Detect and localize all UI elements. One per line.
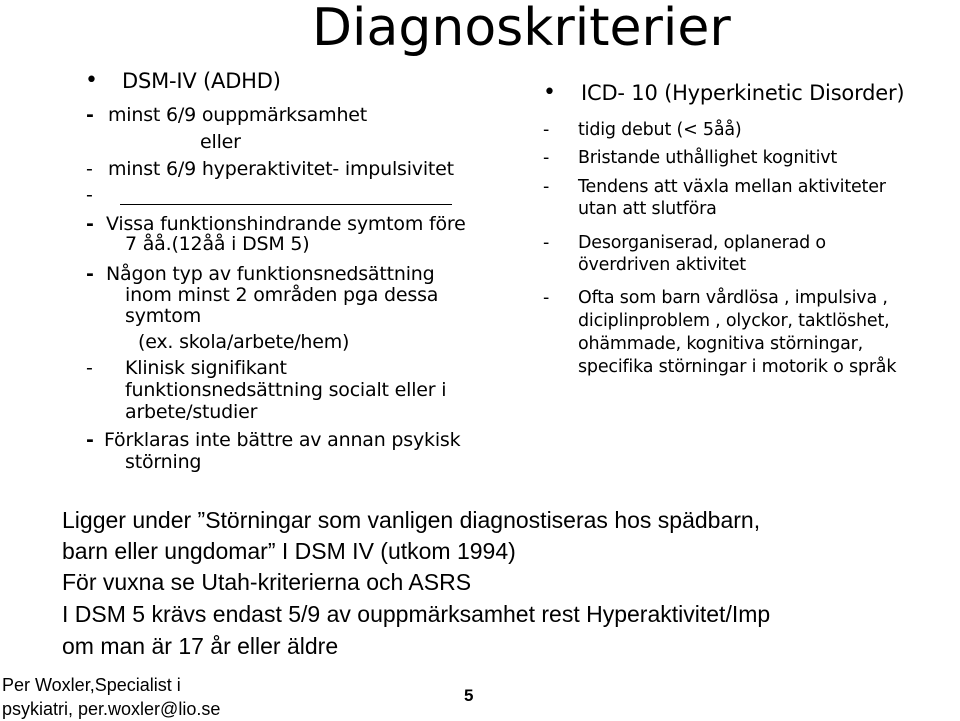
blank-underline: [120, 190, 452, 205]
right-item-5-line-4: specifika störningar i motorik o språk: [578, 357, 897, 377]
dash-marker: -: [543, 177, 550, 197]
left-item-5-line-2: inom minst 2 områden pga dessa: [125, 284, 439, 306]
right-item-4-line-2: överdriven aktivitet: [578, 255, 746, 275]
right-item-5-line-1: Ofta som barn vårdlösa , impulsiva ,: [578, 288, 888, 308]
bottom-line-4: I DSM 5 krävs endast 5/9 av ouppmärksamhet rest Hyperaktivitet/Imp: [62, 601, 771, 627]
dash-marker: -: [543, 233, 550, 253]
right-item-4-line-1: Desorganiserad, oplanerad o: [578, 233, 826, 253]
dash-marker: -: [86, 213, 94, 235]
dash-marker: -: [86, 104, 94, 126]
footer-author-line-1: Per Woxler,Specialist i: [2, 675, 181, 695]
dash-marker: -: [86, 184, 93, 206]
left-item-5-line-4: (ex. skola/arbete/hem): [138, 331, 350, 353]
left-item-6-line-3: arbete/studier: [125, 401, 258, 423]
left-item-7-line-1: Förklaras inte bättre av annan psykisk: [104, 429, 461, 451]
bottom-line-5: om man är 17 år eller äldre: [62, 633, 339, 659]
right-item-1: tidig debut (< 5åå): [578, 120, 742, 140]
left-item-5-line-3: symtom: [125, 305, 202, 327]
bottom-line-3: För vuxna se Utah-kriterierna och ASRS: [62, 569, 472, 595]
slide-title: Diagnoskriterier: [312, 0, 731, 58]
left-item-6-line-1: Klinisk signifikant: [125, 357, 287, 379]
bottom-line-1: Ligger under ”Störningar som vanligen diagnostiseras hos spädbarn,: [62, 507, 761, 533]
left-item-2: minst 6/9 hyperaktivitet- impulsivitet: [108, 158, 454, 180]
left-item-7-line-2: störning: [125, 451, 202, 473]
right-item-5-line-2: diciplinproblem , olyckor, taktlöshet,: [578, 311, 890, 331]
left-item-5-line-1: Någon typ av funktionsnedsättning: [106, 263, 435, 285]
left-item-6-line-2: funktionsnedsättning socialt eller i: [125, 379, 447, 401]
right-item-3-line-2: utan att slutföra: [578, 199, 717, 219]
right-heading: ICD- 10 (Hyperkinetic Disorder): [581, 81, 905, 105]
dash-marker: -: [543, 288, 550, 308]
dash-marker: -: [86, 158, 93, 180]
right-item-3-line-1: Tendens att växla mellan aktiviteter: [578, 177, 886, 197]
bottom-line-2: barn eller ungdomar” I DSM IV (utkom 1994): [62, 538, 516, 564]
left-item-1: minst 6/9 ouppmärksamhet: [108, 104, 368, 126]
left-item-4-line-1: Vissa funktionshindrande symtom före: [106, 213, 466, 235]
bullet-icon: •: [85, 68, 98, 93]
left-or-word: eller: [200, 131, 241, 153]
dash-marker: -: [86, 263, 94, 285]
bullet-icon: •: [543, 80, 556, 105]
right-item-5-line-3: ohämmade, kognitiva störningar,: [578, 334, 863, 354]
footer-author-line-2: psykiatri, per.woxler@lio.se: [2, 699, 221, 719]
page-number: 5: [464, 686, 474, 705]
dash-marker: -: [543, 120, 550, 140]
dash-marker: -: [543, 148, 550, 168]
right-item-2: Bristande uthållighet kognitivt: [578, 148, 838, 168]
left-heading: DSM-IV (ADHD): [122, 69, 281, 93]
dash-marker: -: [86, 357, 93, 379]
left-item-4-line-2: 7 åå.(12åå i DSM 5): [125, 233, 310, 255]
dash-marker: -: [86, 429, 94, 451]
